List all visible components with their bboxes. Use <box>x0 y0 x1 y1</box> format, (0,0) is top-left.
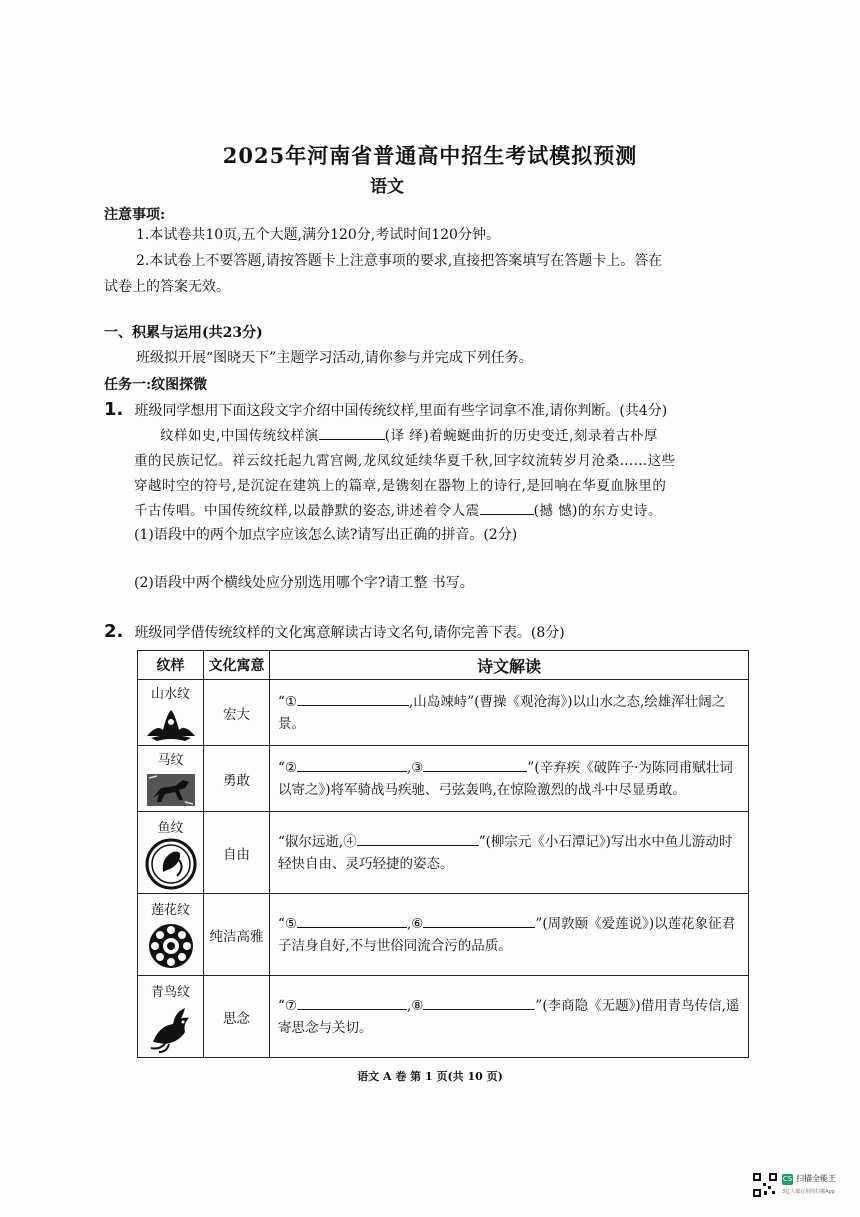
answer-blank-7 <box>297 995 407 1010</box>
table-row <box>138 746 749 812</box>
note-item-2-cont: 试卷上的答案无效。 <box>104 279 230 295</box>
quote-open: “⑤ <box>278 915 298 932</box>
quote-open: “② <box>278 759 298 776</box>
scanner-name: 扫描全能王 <box>796 1174 836 1183</box>
answer-blank-2 <box>297 757 407 772</box>
pattern-name: 莲花纹 <box>150 903 190 918</box>
meaning-cell: 自由 <box>204 812 270 894</box>
passage-line: 重的民族记忆。祥云纹托起九霄宫阙,龙凤纹延续华夏千秋,回字纹流转岁月沧桑……这些 <box>134 453 676 469</box>
pattern-cell <box>138 680 204 746</box>
scanner-watermark <box>752 1170 844 1200</box>
quote-text: ”(李商隐《无题》)借用青鸟传信,遥寄思念与关切。 <box>278 997 740 1036</box>
interpretation-cell <box>270 894 749 976</box>
answer-blank-6 <box>423 913 535 928</box>
passage-line: (撼 憾)的东方史诗。 <box>533 503 662 519</box>
table-row <box>138 976 749 1058</box>
quote-text: ”(辛弃疾《破阵子·为陈同甫赋壮词以寄之》)将军骑战马疾驰、弓弦轰鸣,在惊险激烈的战斗中尽显勇敢。 <box>278 759 733 798</box>
interpretation-cell <box>270 746 749 812</box>
pattern-name: 青鸟纹 <box>150 985 190 1000</box>
sub-question-2: (2)语段中两个横线处应分别选用哪个字?请工整 书写。 <box>134 575 474 591</box>
table-header: 诗文解读 <box>270 651 749 680</box>
answer-blank-5 <box>297 913 407 928</box>
passage-line: 纹样如史,中国传统纹样演 <box>160 428 319 444</box>
quote-text: ”(周敦颐《爱莲说》)以莲花象征君子洁身自好,不与世俗同流合污的品质。 <box>278 915 736 954</box>
table-row <box>138 894 749 976</box>
interpretation-cell <box>270 812 749 894</box>
meaning-cell: 思念 <box>204 976 270 1058</box>
passage-line: 穿越时空的符号,是沉淀在建筑上的篇章,是镌刻在器物上的诗行,是回响在华夏血脉里的 <box>134 478 667 494</box>
page-title: 2025年河南省普通高中招生考试模拟预测 <box>222 143 638 168</box>
passage-line: 千古传唱。中国传统纹样,以最静默的姿态,讲述着令人震 <box>134 503 480 519</box>
passage <box>134 424 754 524</box>
meaning-cell: 纯洁高雅 <box>204 894 270 976</box>
note-item-2: 2.本试卷上不要答题,请按答题卡上注意事项的要求,直接把答案填写在答题卡上。答在 <box>136 253 663 269</box>
quote-sep: ,③ <box>407 759 424 776</box>
scanner-tagline: 3亿人都在用的扫描App <box>782 1189 835 1195</box>
answer-blank-8 <box>423 995 535 1010</box>
horse-pattern-icon <box>145 770 197 810</box>
quote-open: “① <box>278 693 298 710</box>
quote-sep: ,⑥ <box>407 915 424 932</box>
pattern-name: 山水纹 <box>150 687 190 702</box>
quote-text: ,山岛竦峙”(曹操《观沧海》)以山水之态,绘雄浑壮阔之景。 <box>278 693 726 732</box>
section-heading: 一、积累与运用(共23分) <box>104 325 263 341</box>
qr-code-icon <box>752 1172 778 1198</box>
table-header-row <box>138 651 749 680</box>
table-header: 文化寓意 <box>204 651 270 680</box>
landscape-pattern-icon <box>145 704 197 744</box>
task-heading: 任务一:纹图探微 <box>104 377 208 393</box>
poem-table <box>137 650 749 1058</box>
question-number: 1. <box>104 399 124 420</box>
notes-heading: 注意事项: <box>104 207 166 223</box>
answer-blank-1 <box>297 691 409 706</box>
scanner-badge: CS <box>782 1175 793 1183</box>
table-row <box>138 680 749 746</box>
meaning-cell: 勇敢 <box>204 746 270 812</box>
question-1 <box>104 398 667 424</box>
quote-text: ”(柳宗元《小石潭记》)写出水中鱼儿游动时轻快自由、灵巧轻捷的姿态。 <box>278 833 733 872</box>
lotus-pattern-icon <box>145 920 197 972</box>
quote-sep: ,⑧ <box>407 997 424 1014</box>
answer-blank-4 <box>357 831 479 846</box>
pattern-cell <box>138 976 204 1058</box>
pattern-cell <box>138 746 204 812</box>
question-2 <box>104 620 565 646</box>
answer-blank-3 <box>423 757 527 772</box>
section-intro: 班级拟开展“图晓天下”主题学习活动,请你参与并完成下列任务。 <box>136 350 533 366</box>
answer-blank <box>480 500 534 515</box>
question-stem: 班级同学借传统纹样的文化寓意解读古诗文名句,请你完善下表。(8分) <box>134 625 565 641</box>
note-item-1: 1.本试卷共10页,五个大题,满分120分,考试时间120分钟。 <box>136 227 500 243</box>
interpretation-cell <box>270 680 749 746</box>
quote-open: “⑦ <box>278 997 298 1014</box>
question-number: 2. <box>104 621 124 642</box>
table-header: 纹样 <box>138 651 204 680</box>
subject-title: 语文 <box>370 177 404 197</box>
fish-pattern-icon <box>145 838 197 890</box>
passage-line: (译 绎)着蜿蜒曲折的历史变迁,刻录着古朴厚 <box>384 428 658 444</box>
interpretation-cell <box>270 976 749 1058</box>
question-stem: 班级同学想用下面这段文字介绍中国传统纹样,里面有些字词拿不准,请你判断。(共4分) <box>134 403 668 419</box>
bluebird-pattern-icon <box>145 1002 197 1054</box>
meaning-cell: 宏大 <box>204 680 270 746</box>
pattern-cell <box>138 812 204 894</box>
quote-open: “俶尔远逝,④ <box>278 833 357 850</box>
pattern-name: 马纹 <box>157 753 184 768</box>
page-footer: 语文 A 卷 第 1 页(共 10 页) <box>357 1070 503 1083</box>
pattern-name: 鱼纹 <box>157 821 184 836</box>
answer-blank <box>319 425 385 440</box>
sub-question-1: (1)语段中的两个加点字应该怎么读?请写出正确的拼音。(2分) <box>134 527 518 543</box>
table-row <box>138 812 749 894</box>
pattern-cell <box>138 894 204 976</box>
